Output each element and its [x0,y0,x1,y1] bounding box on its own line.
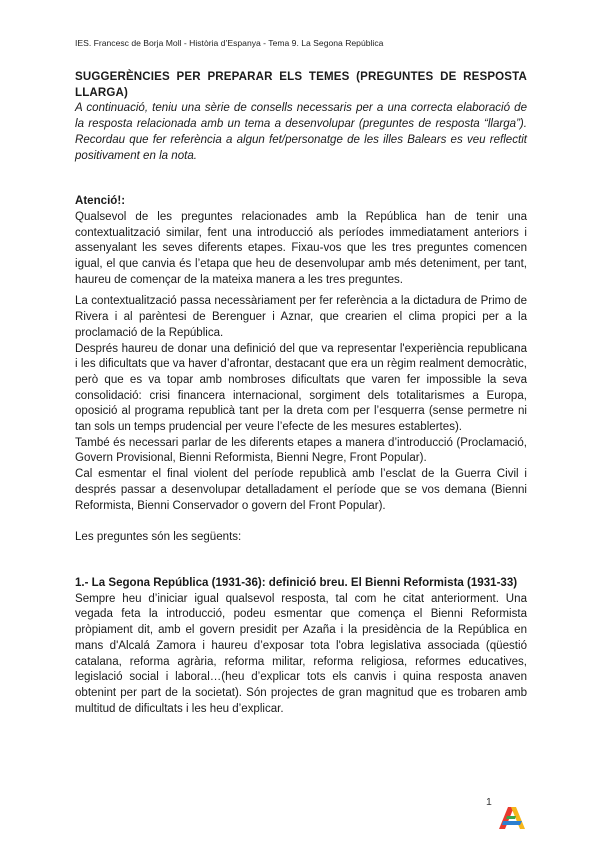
paragraph-context: Qualsevol de les preguntes relacionades amb la República han de tenir una contextualització similar, fent una introducció als períodes immediatament anteriors i assenyalant les seves diferents etapes. Fixau-vos que les tres preguntes comencen igual, el que canvia és l’etapa que heu de desenvolupar amb més deteniment, per tant, haureu de començar de la mateixa manera a les tres preguntes. [75,210,527,286]
page-content [75,70,527,717]
document-title: SUGGERÈNCIES PER PREPARAR ELS TEMES (PREGUNTES DE RESPOSTA LLARGA) [75,71,527,99]
school-logo-icon [494,805,528,831]
attention-heading: Atenció!: [75,195,126,208]
paragraph-contextualization: La contextualització passa necessàriament per fer referència a la dictadura de Primo de Rivera i al parèntesi de Berenguer i Aznar, que crearien el clima propici per a la proclamació de la República. [75,295,527,339]
page-number: 1 [486,796,492,808]
intro-paragraph: A continuació, teniu una sèrie de consells necessaris per a una correcta elaboració de la resposta relacionada amb un tema a desenvolupar (preguntes de resposta “llarga”). Recordau que fer referència a algun fet/personatge de les illes Balears es veu reflectit positivament en la nota. [75,102,527,162]
paragraph-stages: També és necessari parlar de les diferents etapes a manera d’introducció (Proclamació, Govern Provisional, Bienni Reformista, Bienni Negre, Front Popular). [75,436,527,465]
paragraph-definition: Després haureu de donar una definició del que va representar l'experiència republicana i les dificultats que va haver d’afrontar, destacant que era un règim realment democràtic, però que es va topar amb nombroses dificultats que varen fer impossible la seva consolidació: crisi financera internacional, sorgiment dels totalitarismes a Europa, oposició al programa republicà tant per la dreta com per l’esquerra (sense permetre ni tan sols un temps prudencial per veure l’efecte de les mesures establertes). [75,342,527,434]
question-1-body: Sempre heu d’iniciar igual qualsevol resposta, tal com he citat anteriorment. Una vegada feta la introducció, podeu esmentar que comença el Bienni Reformista pròpiament dit, amb el govern presidit per Azaña i la presidència de la República en mans d'Alcalá Zamora i haureu d’exposar tota l'obra legislativa associada (qüestió catalana, reforma agrària, reforma militar, reforma religiosa, reformes educatives, legislació social i laboral…(heu d’explicar tots els canvis i quina resposta anaven obtenint per part de la societat). Són projectes de gran magnitud que es trobaren amb multitud de dificultats i les heu d’explicar. [75,592,527,715]
paragraph-civil-war: Cal esmentar el final violent del període republicà amb l’esclat de la Guerra Civil i després passar a desenvolupar detalladament el període que se vos demana (Bienni Reformista, Bienni Conservador o govern del Front Popular). [75,468,527,512]
page-header: IES. Francesc de Borja Moll - Història d’Espanya - Tema 9. La Segona República [75,38,384,48]
questions-intro: Les preguntes són les següents: [75,531,242,544]
question-1-heading: 1.- La Segona República (1931-36): definició breu. El Bienni Reformista (1931-33) [75,576,518,589]
